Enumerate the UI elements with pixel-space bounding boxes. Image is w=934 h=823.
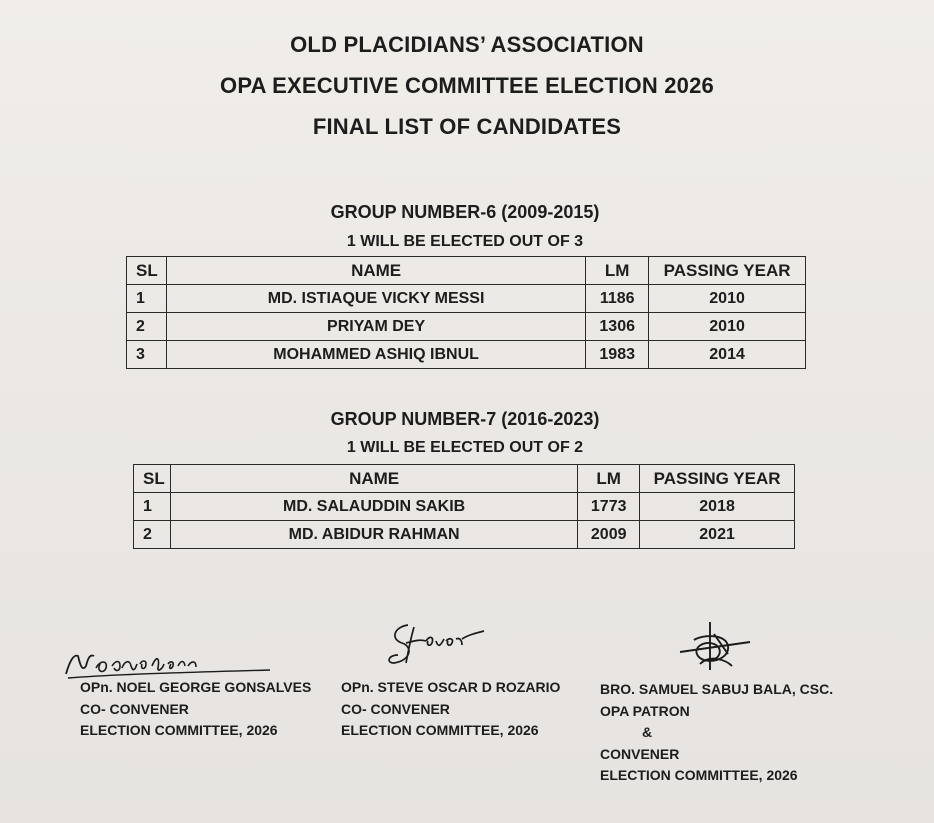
- header-lm: LM: [578, 465, 640, 493]
- cell-sl: 1: [127, 285, 167, 313]
- signatory-2: [341, 677, 560, 742]
- group-6-table: [126, 256, 806, 369]
- signatory-amp: &: [642, 724, 653, 740]
- header-lm: LM: [586, 257, 649, 285]
- signatory-1: [80, 677, 311, 742]
- cell-sl: 2: [134, 521, 171, 549]
- signatory-role-2: CONVENER: [600, 745, 680, 762]
- header-name: NAME: [166, 257, 585, 285]
- cell-year: 2010: [649, 285, 806, 313]
- cell-lm: 1306: [586, 313, 649, 341]
- header-sl: SL: [127, 257, 167, 285]
- header-name: NAME: [170, 465, 577, 493]
- list-title: FINAL LIST OF CANDIDATES: [312, 114, 622, 139]
- table-row: [134, 521, 795, 549]
- signatory-role: CO- CONVENER: [341, 700, 450, 717]
- cell-year: 2018: [640, 493, 795, 521]
- cell-year: 2021: [640, 521, 795, 549]
- table-row: [127, 313, 806, 341]
- table-row: [127, 285, 806, 313]
- cell-sl: 2: [127, 313, 167, 341]
- signatory-3: [600, 679, 833, 787]
- group-6-title: GROUP NUMBER-6 (2009-2015): [330, 202, 600, 222]
- signatory-committee: ELECTION COMMITTEE, 2026: [600, 767, 798, 783]
- signatory-committee: ELECTION COMMITTEE, 2026: [80, 722, 278, 738]
- cell-lm: 2009: [578, 521, 640, 549]
- signatory-name: OPn. STEVE OSCAR D ROZARIO: [341, 679, 561, 695]
- group-7-subtitle: 1 WILL BE ELECTED OUT OF 2: [346, 439, 584, 456]
- table-row: [127, 341, 806, 369]
- signature-rozario: [380, 617, 490, 672]
- cell-lm: 1186: [586, 285, 649, 313]
- signatory-role: CO- CONVENER: [80, 700, 189, 717]
- signatory-name: OPn. NOEL GEORGE GONSALVES: [80, 679, 312, 695]
- group-7-table: [133, 464, 795, 549]
- table-header-row: [127, 257, 806, 285]
- cell-sl: 3: [127, 341, 167, 369]
- cell-year: 2010: [649, 313, 806, 341]
- cell-name: MD. ISTIAQUE VICKY MESSI: [166, 285, 585, 313]
- cell-sl: 1: [134, 493, 171, 521]
- signatory-committee: ELECTION COMMITTEE, 2026: [341, 722, 539, 738]
- signatory-role: OPA PATRON: [600, 702, 690, 719]
- cell-lm: 1773: [578, 493, 640, 521]
- cell-name: MOHAMMED ASHIQ IBNUL: [166, 341, 585, 369]
- table-header-row: [134, 465, 795, 493]
- signatory-name: BRO. SAMUEL SABUJ BALA, CSC.: [600, 681, 834, 697]
- cell-name: MD. SALAUDDIN SAKIB: [170, 493, 577, 521]
- header-sl: SL: [134, 465, 171, 493]
- org-title: OLD PLACIDIANS’ ASSOCIATION: [290, 32, 644, 57]
- group-7-title: GROUP NUMBER-7 (2016-2023): [330, 409, 600, 429]
- cell-lm: 1983: [586, 341, 649, 369]
- cell-name: PRIYAM DEY: [166, 313, 585, 341]
- election-title: OPA EXECUTIVE COMMITTEE ELECTION 2026: [220, 73, 714, 98]
- group-6-subtitle: 1 WILL BE ELECTED OUT OF 3: [346, 233, 584, 250]
- header-passing-year: PASSING YEAR: [649, 257, 806, 285]
- header-passing-year: PASSING YEAR: [640, 465, 795, 493]
- table-row: [134, 493, 795, 521]
- cell-year: 2014: [649, 341, 806, 369]
- signature-bala: [670, 620, 760, 675]
- cell-name: MD. ABIDUR RAHMAN: [170, 521, 577, 549]
